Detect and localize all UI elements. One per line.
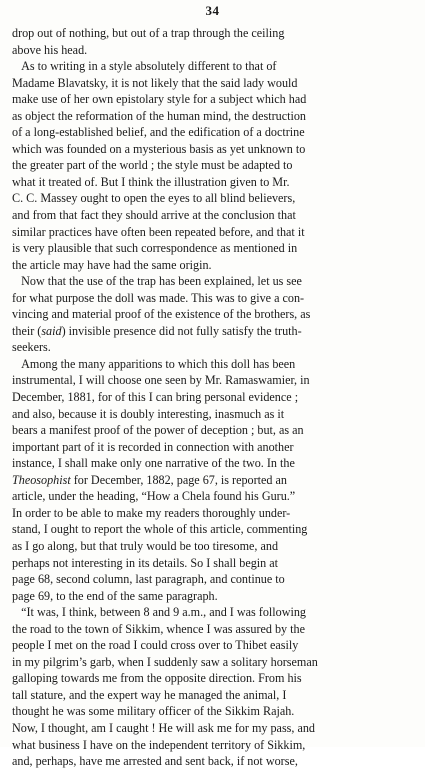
text-line — [12, 555, 420, 572]
line-text: Among the many apparitions to which this doll has been — [12, 356, 296, 371]
line-text: drop out of nothing, but out of a trap through the ceiling — [12, 26, 285, 40]
text-line — [12, 720, 420, 737]
line-text: Now, I thought, am I caught ! He will ask me for my pass, and — [12, 720, 315, 735]
text-line — [12, 108, 420, 125]
text-line — [12, 521, 420, 538]
line-text: and also, because it is doubly interesting, inasmuch as it — [12, 406, 285, 421]
text-line — [12, 737, 420, 754]
text-line — [12, 703, 420, 720]
line-text: tall stature, and the expert way he managed the animal, I — [12, 687, 287, 702]
line-text: As to writing in a style absolutely different to that of — [12, 59, 277, 74]
line-text: in my pilgrim’s garb, when I suddenly saw a solitary horseman — [12, 654, 318, 669]
text-line — [12, 273, 420, 290]
line-text: their ( — [12, 323, 42, 338]
line-text: is very plausible that such correspondence as mentioned in — [12, 241, 298, 256]
line-text: In order to be able to make my readers thoroughly under- — [12, 505, 291, 520]
text-line — [12, 621, 420, 638]
line-text: what business I have on the independent territory of Sikkim, — [12, 737, 306, 752]
text-line — [12, 224, 420, 241]
line-text: page 69, to the end of the same paragraph. — [12, 588, 218, 603]
line-text: what it treated of. But I think the illustration given to Mr. — [12, 174, 290, 189]
text-line — [12, 257, 420, 274]
line-text: and, perhaps, have me arrested and sent back, if not worse, — [12, 754, 298, 769]
line-text: vincing and material proof of the existence of the brothers, as — [12, 307, 311, 322]
line-text: December, 1881, for of this I can bring personal evidence ; — [12, 390, 299, 405]
line-text: the road to the town of Sikkim, whence I was assured by the — [12, 621, 305, 636]
body-text — [12, 25, 420, 770]
text-line — [12, 753, 420, 770]
text-line — [12, 174, 420, 191]
text-line — [12, 406, 420, 423]
line-text: ) invisible presence did not fully satisfy the truth- — [61, 323, 302, 338]
text-line — [12, 687, 420, 704]
line-text: Madame Blavatsky, it is not likely that the said lady would — [12, 75, 298, 90]
line-text: the article may have had the same origin. — [12, 257, 212, 272]
line-text: as object the reformation of the human mind, the destruction — [12, 108, 306, 123]
text-line — [12, 455, 420, 472]
text-line — [12, 141, 420, 158]
line-text: similar practices have often been repeated before, and that it — [12, 224, 305, 239]
text-line — [12, 42, 420, 59]
text-line — [12, 505, 420, 522]
text-line — [12, 157, 420, 174]
line-text: seekers. — [12, 340, 51, 355]
text-line — [12, 538, 420, 555]
text-line — [12, 25, 420, 42]
text-line — [12, 472, 420, 489]
line-text: article, under the heading, “How a Chela found his Guru.” — [12, 489, 296, 504]
text-line — [12, 654, 420, 671]
line-text: Now that the use of the trap has been explained, let us see — [12, 274, 302, 289]
line-text: for what purpose the doll was made. This was to give a con- — [12, 290, 305, 305]
text-line — [12, 439, 420, 456]
text-line — [12, 604, 420, 621]
line-text: page 68, second column, last paragraph, and continue to — [12, 572, 285, 587]
line-text: instance, I shall make only one narrative of the two. In the — [12, 456, 295, 471]
line-text: stand, I ought to report the whole of this article, commenting — [12, 522, 308, 537]
line-text: above his head. — [12, 42, 88, 57]
italic-text: said — [41, 323, 62, 338]
italic-text: Theosophist — [12, 472, 71, 487]
text-line — [12, 58, 420, 75]
text-line — [12, 339, 420, 356]
line-text: as I go along, but that truly would be too tiresome, and — [12, 538, 279, 553]
text-line — [12, 356, 420, 373]
line-text: people I met on the road I could cross over to Thibet easily — [12, 638, 299, 653]
line-text: for December, 1882, page 67, is reported an — [70, 472, 287, 487]
line-text: which was founded on a mysterious basis as yet unknown to — [12, 141, 306, 156]
text-line — [12, 75, 420, 92]
line-text: and from that fact they should arrive at the conclusion that — [12, 208, 296, 223]
page-number: 34 — [205, 3, 220, 18]
line-text: galloping towards me from the opposite direction. From his — [12, 671, 302, 686]
text-line — [12, 571, 420, 588]
line-text: important part of it is recorded in connection with another — [12, 439, 294, 454]
line-text: of a long-established belief, and the edification of a doctrine — [12, 125, 305, 140]
line-text: bears a manifest proof of the power of deception ; but, as an — [12, 423, 304, 438]
text-line — [12, 372, 420, 389]
line-text: “It was, I think, between 8 and 9 a.m., and I was following — [12, 605, 307, 620]
text-line — [12, 306, 420, 323]
text-line — [12, 670, 420, 687]
line-text: make use of her own epistolary style for a subject which had — [12, 92, 307, 107]
text-line — [12, 290, 420, 307]
line-text: C. C. Massey ought to open the eyes to all blind believers, — [12, 191, 296, 206]
text-line — [12, 124, 420, 141]
text-line — [12, 323, 420, 340]
text-line — [12, 389, 420, 406]
text-line — [12, 190, 420, 207]
text-line — [12, 588, 420, 605]
text-line — [12, 637, 420, 654]
text-line — [12, 488, 420, 505]
line-text: the greater part of the world ; the style must be adapted to — [12, 158, 293, 173]
text-line — [12, 207, 420, 224]
line-text: thought he was some military officer of the Sikkim Rajah. — [12, 704, 295, 719]
text-line — [12, 422, 420, 439]
text-line — [12, 240, 420, 257]
text-line — [12, 91, 420, 108]
line-text: perhaps not interesting in its details. So I shall begin at — [12, 555, 279, 570]
line-text: instrumental, I will choose one seen by Mr. Ramaswamier, in — [12, 373, 310, 388]
